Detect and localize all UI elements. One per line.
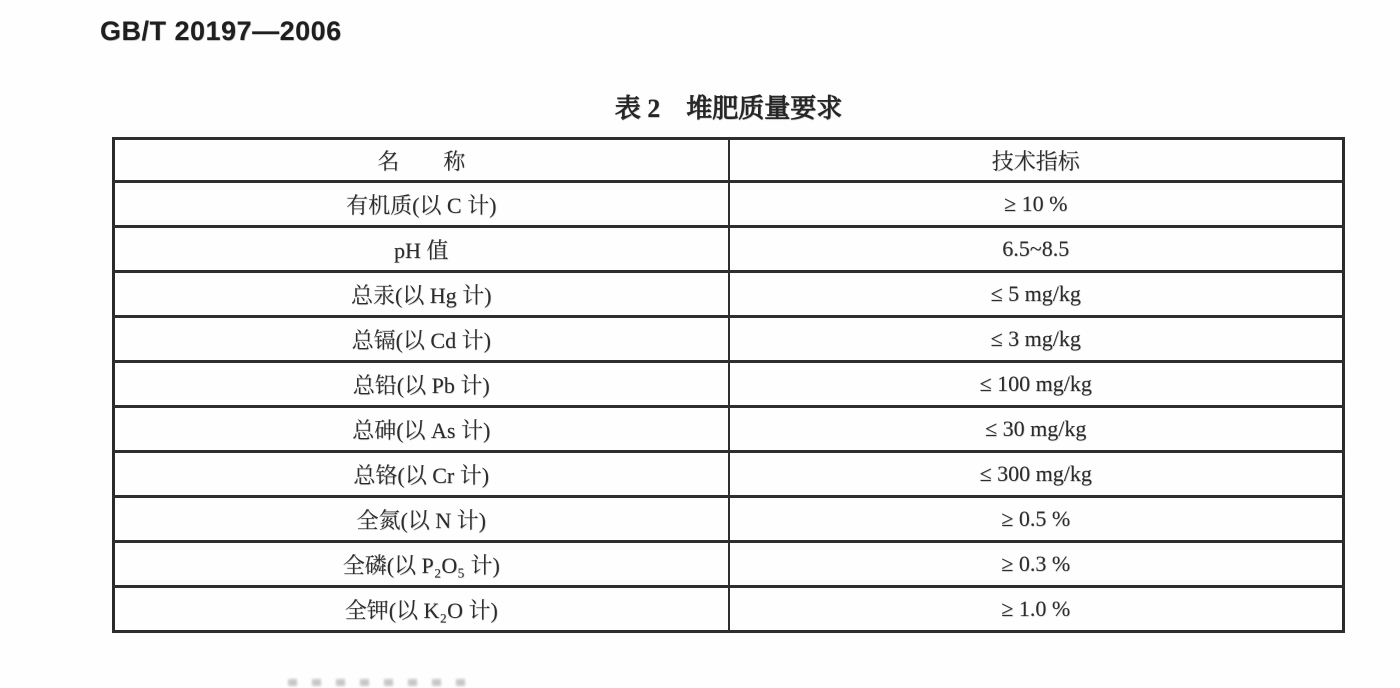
row-parameter-name: 总铅(以 Pb 计) bbox=[114, 362, 729, 407]
row-technical-indicator: ≤ 30 mg/kg bbox=[729, 407, 1344, 452]
table-header-row bbox=[114, 139, 1344, 182]
column-header-name: 名 称 bbox=[114, 139, 729, 182]
table-row bbox=[114, 182, 1344, 227]
row-parameter-name: 总镉(以 Cd 计) bbox=[114, 317, 729, 362]
row-parameter-name: 全钾(以 K₂O 计) bbox=[114, 587, 729, 632]
row-parameter-name: 总砷(以 As 计) bbox=[114, 407, 729, 452]
row-technical-indicator: ≤ 5 mg/kg bbox=[729, 272, 1344, 317]
row-technical-indicator: 6.5~8.5 bbox=[729, 227, 1344, 272]
table-row bbox=[114, 497, 1344, 542]
table-row bbox=[114, 272, 1344, 317]
row-technical-indicator: ≥ 0.3 % bbox=[729, 542, 1344, 587]
table-row bbox=[114, 587, 1344, 632]
table-row bbox=[114, 362, 1344, 407]
cutoff-text-remnant bbox=[288, 679, 468, 686]
row-technical-indicator: ≤ 100 mg/kg bbox=[729, 362, 1344, 407]
compost-quality-table bbox=[112, 137, 1345, 633]
column-header-indicator: 技术指标 bbox=[729, 139, 1344, 182]
table-row bbox=[114, 542, 1344, 587]
row-parameter-name: 全氮(以 N 计) bbox=[114, 497, 729, 542]
table-row bbox=[114, 227, 1344, 272]
row-parameter-name: 总铬(以 Cr 计) bbox=[114, 452, 729, 497]
row-parameter-name: 有机质(以 C 计) bbox=[114, 182, 729, 227]
table-row bbox=[114, 317, 1344, 362]
row-parameter-name: 总汞(以 Hg 计) bbox=[114, 272, 729, 317]
table-title: 表 2 堆肥质量要求 bbox=[614, 94, 843, 123]
row-technical-indicator: ≤ 300 mg/kg bbox=[729, 452, 1344, 497]
standard-number: GB/T 20197—2006 bbox=[100, 16, 342, 46]
row-parameter-name: 全磷(以 P₂O₅ 计) bbox=[114, 542, 729, 587]
row-technical-indicator: ≥ 0.5 % bbox=[729, 497, 1344, 542]
row-technical-indicator: ≤ 3 mg/kg bbox=[729, 317, 1344, 362]
row-technical-indicator: ≥ 1.0 % bbox=[729, 587, 1344, 632]
table-row bbox=[114, 452, 1344, 497]
table-row bbox=[114, 407, 1344, 452]
row-parameter-name: pH 值 bbox=[114, 227, 729, 272]
row-technical-indicator: ≥ 10 % bbox=[729, 182, 1344, 227]
